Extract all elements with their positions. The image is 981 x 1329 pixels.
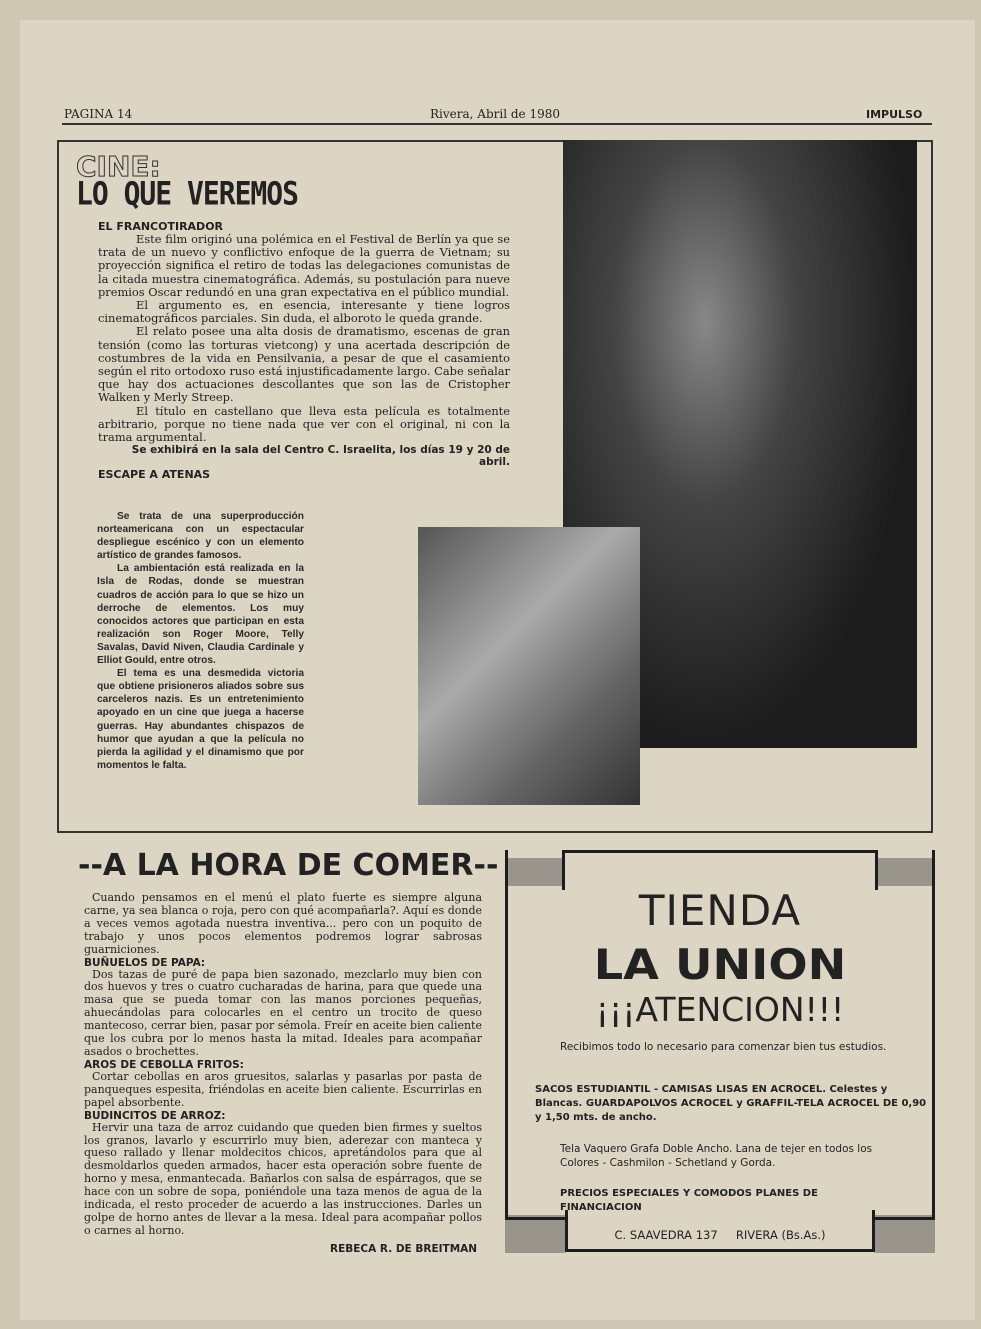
section-kicker: CINE: <box>76 150 161 183</box>
paragraph: Cuando pensamos en el menú el plato fuerte es siempre alguna carne, ya sea blanca o roja, pero con qué acompañarla?. Aquí es donde a veces vemos agotada nuestra inventiva... pero con un poquito de trabajo y unos pocos elementos podremos lograr sabrosas guarniciones. <box>84 891 482 956</box>
ad-intro: Recibimos todo lo necesario para comenzar bien tus estudios. <box>560 1041 887 1053</box>
publication-name: IMPULSO <box>866 108 923 121</box>
screening-note: Se exhibirá en la sala del Centro C. Israelita, los días 19 y 20 de abril. <box>131 444 510 469</box>
recipe-text: Dos tazas de puré de papa bien sazonado, mezclarlo muy bien con dos huevos y tres o cuatro cucharadas de harina, para que quede una masa que se pueda tomar con las manos porciones pequeñas, ahuecándolas para colocarles en el centro un trocito de queso mantecoso, cerrar bien, pasar por sémola. Freír en aceite bien caliente que los cubra por lo menos hasta la mitad. Ideales para acompañar asados o brochettes. <box>84 967 482 1058</box>
article-title: ESCAPE A ATENAS <box>98 468 211 482</box>
dateline: Rivera, Abril de 1980 <box>430 107 560 121</box>
ad-top-tab <box>562 850 878 890</box>
author-byline: REBECA R. DE BREITMAN <box>330 1243 478 1255</box>
paragraph: El tema es una desmedida victoria que obtiene prisioneros aliados sobre sus carceleros nazis. Es un entretenimiento apoyado en un cine que juega a hacerse guerras. Hay abundantes chispazos de humor que ayudan a que la película no pierda la agilidad y el dinamismo que por momentos le falta. <box>97 668 304 771</box>
paragraph: El título en castellano que lleva esta película es totalmente arbitrario, porque no tiene nada que ver con el original, ni con la trama argumental. <box>98 403 510 445</box>
photo-escape-a-atenas <box>418 527 640 805</box>
recipe-title: BUÑUELOS DE PAPA: <box>84 956 206 969</box>
header-rule <box>62 123 932 125</box>
recipe-title: BUDINCITOS DE ARROZ: <box>84 1109 226 1122</box>
recipe-title: AROS DE CEBOLLA FRITOS: <box>84 1058 244 1071</box>
article-el-francotirador <box>98 220 510 481</box>
recipe-text: Cortar cebollas en aros gruesitos, salarlas y pasarlas por pasta de panqueques espesita, friéndolas en aceite bien caliente. Escurrirlas en papel absorbente. <box>84 1069 482 1109</box>
paragraph: La ambientación está realizada en la Isla de Rodas, donde se muestran cuadros de acción para lo que se hizo un derroche de elementos. Los muy conocidos actores que participan en esta realización son Roger Moore, Telly Savalas, David Niven, Claudia Cardinale y Elliot Gould, entre otros. <box>97 563 304 667</box>
paragraph: Se trata de una superproducción norteamericana con un espectacular despliegue escénico y con un elemento artístico de grandes famosos. <box>97 511 304 562</box>
article-escape-a-atenas <box>97 510 304 772</box>
paragraph: Este film originó una polémica en el Festival de Berlín ya que se trata de un nuevo y conflictivo enfoque de la guerra de Vietnam; su proyección significa el retiro de todas las delegaciones comunistas de la citada muestra cinematográfica. Además, su postulación para nueve premios Oscar redundó en una gran expectativa en el público mundial. <box>98 232 510 299</box>
ad-address: C. SAAVEDRA 137 RIVERA (Bs.As.) <box>614 1228 826 1242</box>
page-number: PAGINA 14 <box>64 107 133 121</box>
ad-offer: PRECIOS ESPECIALES Y COMODOS PLANES DE FINANCIACION <box>560 1188 818 1213</box>
ad-line-atencion: ¡¡¡ATENCION!!! <box>595 990 845 1029</box>
paragraph: El argumento es, en esencia, interesante y tiene logros cinematográficos parciales. Sin duda, el alboroto le queda grande. <box>98 298 510 326</box>
recipe-text: Hervir una taza de arroz cuidando que queden bien firmes y sueltos los granos, lavarlo y escurrirlo muy bien, aderezar con manteca y queso rallado y llenar moldecitos chicos, apretándolos para que al desmoldarlos queden armados, hacer esta operación sobre fuente de horno y mesa, enmantecada. Bañarlos con salsa de espárragos, que se hace con un sobre de sopa, poniéndole una taza menos de agua de la indicada, el resto proceder de acuerdo a las instrucciones. Darles un golpe de horno antes de llevar a la mesa. Ideal para acompañar pollos o carnes al horno. <box>84 1120 482 1237</box>
ad-extra: Tela Vaquero Grafa Doble Ancho. Lana de tejer en todos los Colores - Cashmilon - Schetland y Gorda. <box>560 1143 873 1169</box>
section-headline: LO QUE VEREMOS <box>76 174 299 213</box>
advertisement-tienda-la-union <box>505 850 935 1255</box>
paragraph: El relato posee una alta dosis de dramatismo, escenas de gran tensión (como las torturas vietcong) y una acertada descripción de costumbres de la vida en Pensilvania, a pesar de que el casamiento según el rito ortodoxo ruso está injustificadamente largo. Cabe señalar que hay dos actuaciones descollantes que son las de Cristopher Walken y Merly Streep. <box>98 324 510 405</box>
article-title: EL FRANCOTIRADOR <box>98 220 224 233</box>
ad-line-la-union: LA UNION <box>593 940 847 989</box>
recipes-article <box>84 892 482 1238</box>
recipes-headline: --A LA HORA DE COMER-- <box>78 848 499 883</box>
ad-line-tienda: TIENDA <box>638 886 802 935</box>
ad-products: SACOS ESTUDIANTIL - CAMISAS LISAS EN ACROCEL. Celestes y Blancas. GUARDAPOLVOS ACROCEL y GRAFFIL-TELA ACROCEL DE 0,90 y 1,50 mts. de ancho. <box>535 1084 927 1123</box>
